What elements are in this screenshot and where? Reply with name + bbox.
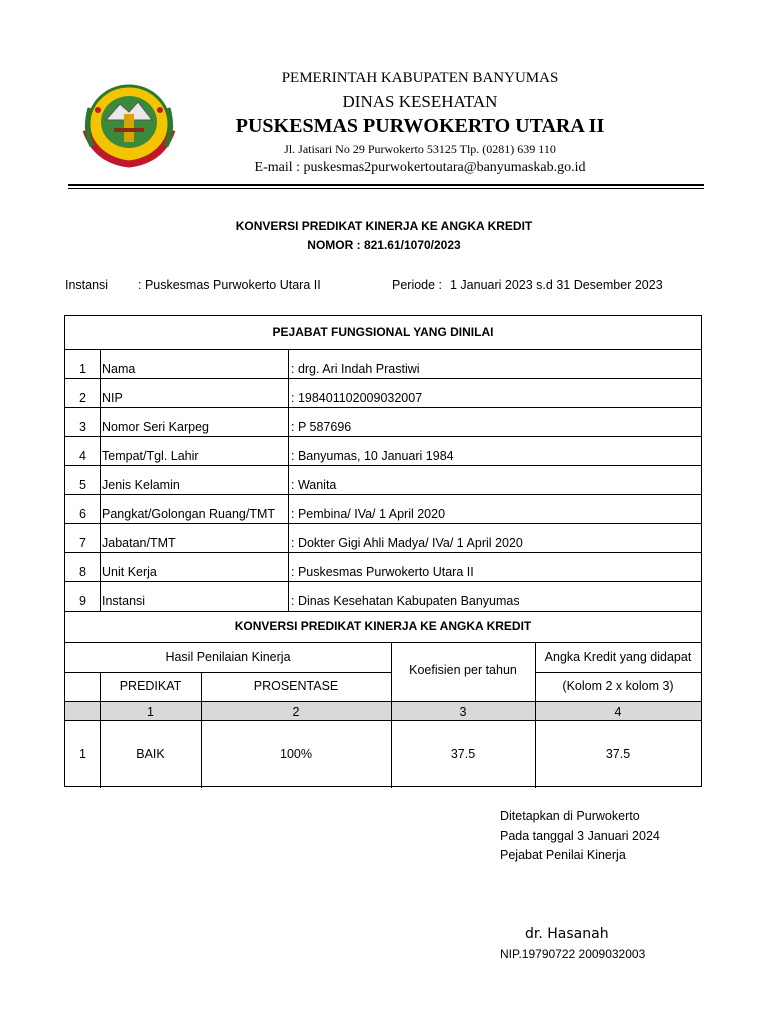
row-label: Nomor Seri Karpeg [102,420,209,434]
section2-heading: KONVERSI PREDIKAT KINERJA KE ANGKA KREDIT [234,619,532,633]
row-number: 1 [79,747,86,761]
header-government: PEMERINTAH KABUPATEN BANYUMAS [281,70,559,86]
kolom-formula: (Kolom 2 x kolom 3) [562,679,674,693]
evaluation-table [64,315,702,787]
row-label: Unit Kerja [102,565,157,579]
column-number: 4 [614,705,622,719]
row-number: 9 [79,594,86,608]
row-number: 5 [79,478,86,492]
row-number: 8 [79,565,86,579]
header-department: DINAS KESEHATAN [342,92,498,111]
section1-heading: PEJABAT FUNGSIONAL YANG DINILAI [272,325,494,339]
koefisien-header: Koefisien per tahun [409,663,517,677]
row-number: 4 [79,449,86,463]
row-value: : Pembina/ IVa/ 1 April 2020 [291,507,446,521]
periode-label: Periode : [392,278,443,292]
header-address: Jl. Jatisari No 29 Purwokerto 53125 Tlp. (0281) 639 110 [284,142,556,156]
row-label: Nama [102,362,136,376]
column-number: 2 [292,705,300,719]
row-label: Pangkat/Golongan Ruang/TMT [102,507,276,521]
row-value: : Puskesmas Purwokerto Utara II [291,565,474,579]
header-divider-thin [68,188,704,189]
row-label: Tempat/Tgl. Lahir [102,449,199,463]
prosentase-value: 100% [280,747,312,761]
row-number: 3 [79,420,86,434]
instansi-value: : Puskesmas Purwokerto Utara II [138,278,321,292]
koefisien-value: 37.5 [450,747,476,761]
predikat-value: BAIK [136,747,165,761]
row-value: : Dinas Kesehatan Kabupaten Banyumas [291,594,520,608]
row-label: Jabatan/TMT [102,536,176,550]
signatory-name: dr. Hasanah [525,926,609,942]
row-number: 7 [79,536,86,550]
periode-value: 1 Januari 2023 s.d 31 Desember 2023 [450,278,663,292]
instansi-label: Instansi [65,278,109,292]
document-title: KONVERSI PREDIKAT KINERJA KE ANGKA KREDIT [235,219,533,233]
signature-role: Pejabat Penilai Kinerja [500,848,626,862]
predikat-header: PREDIKAT [119,679,182,693]
column-number: 1 [147,705,154,719]
angka-kredit-value: 37.5 [605,747,631,761]
row-value: : 198401102009032007 [291,391,423,405]
row-label: Instansi [102,594,146,608]
signature-place: Ditetapkan di Purwokerto [500,809,640,823]
header-email: E-mail : puskesmas2purwokertoutara@banyumaskab.go.id [254,160,586,175]
header-divider-thick [68,184,704,186]
signatory-nip: NIP.19790722 2009032003 [500,947,646,961]
row-value: : Wanita [291,478,337,492]
document-number: NOMOR : 821.61/1070/2023 [307,238,461,252]
signature-date: Pada tanggal 3 Januari 2024 [500,829,660,843]
prosentase-header: PROSENTASE [253,679,339,693]
row-value: : P 587696 [291,420,352,434]
row-value: : Dokter Gigi Ahli Madya/ IVa/ 1 April 2020 [291,536,523,550]
row-value: : drg. Ari Indah Prastiwi [291,362,420,376]
row-number: 6 [79,507,86,521]
row-value: : Banyumas, 10 Januari 1984 [291,449,454,463]
header-institution: PUSKESMAS PURWOKERTO UTARA II [235,115,605,137]
angka-kredit-header: Angka Kredit yang didapat [544,650,692,664]
row-number: 1 [79,362,86,376]
row-label: NIP [102,391,123,405]
row-label: Jenis Kelamin [102,478,180,492]
column-number: 3 [459,705,467,719]
hasil-penilaian-header: Hasil Penilaian Kinerja [165,650,291,664]
row-number: 2 [79,391,86,405]
